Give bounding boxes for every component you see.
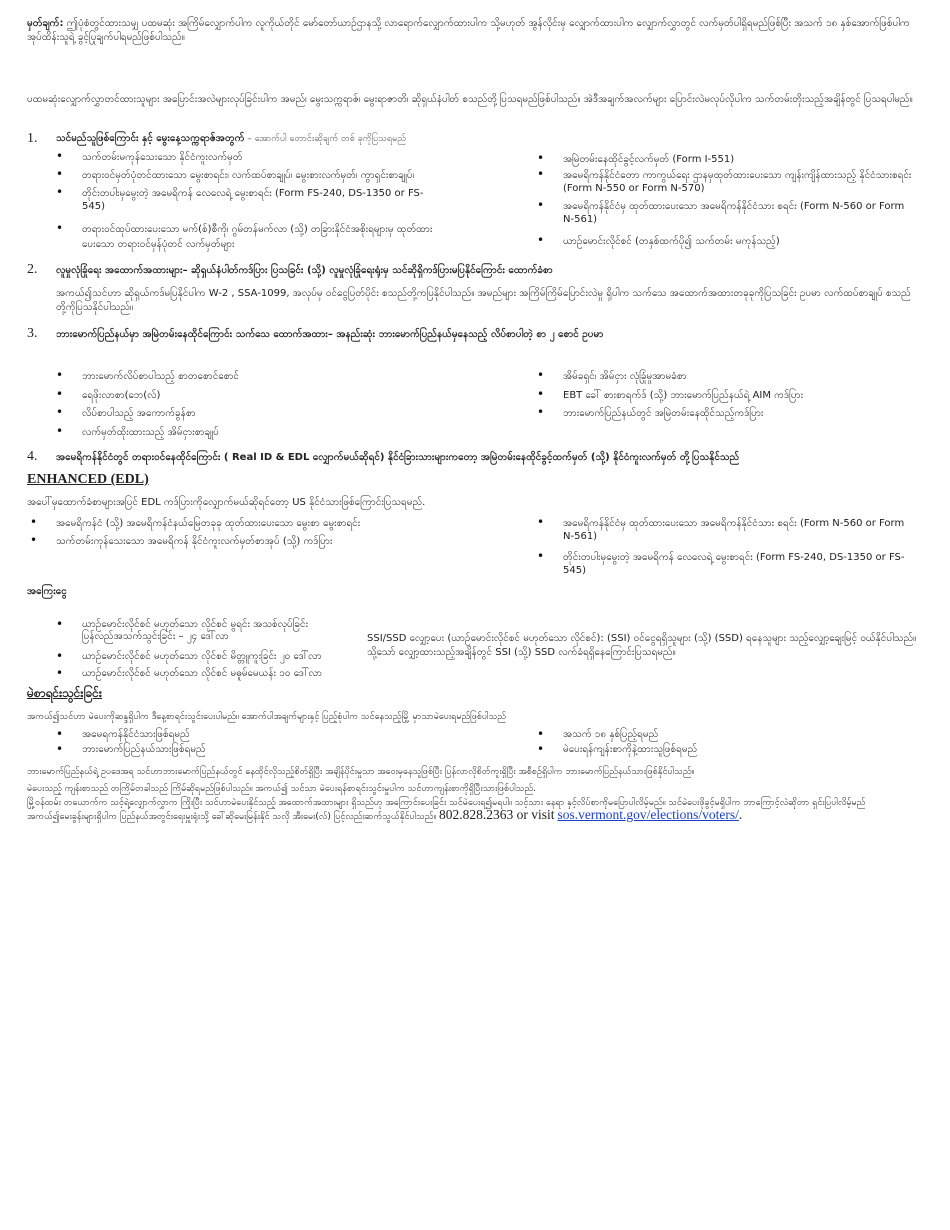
edl-heading: ENHANCED (EDL) bbox=[27, 472, 149, 487]
list-item: • အမေရိကန်ငံ (သို့) အမေရိကန်ငံနယ်မြေတခုခု ထုတ်ထားပေးသော မွေးစာ မွေးစာရင်း bbox=[56, 516, 456, 531]
list-item: • ဘားမောက်လိပ်စာပါသည့် စာတစောင်စောင် bbox=[82, 369, 442, 384]
section-4-number: 4. bbox=[27, 449, 38, 464]
list-item: • ဘားမောက်ပြည်နယ်တွင် အမြဲတမ်းနေထိုင်သည့်ကဒ်ပြား bbox=[563, 406, 918, 421]
section-1-hint: – အောက်ပါ တောင်းဆိုချက် တစ် ခုကိုပြသရမည် bbox=[244, 134, 406, 144]
section-3-number: 3. bbox=[27, 326, 38, 341]
list-item: • မဲပေးရန်ကျန်းစာကိုနဲ့ထားသူဖြစ်ရမည် bbox=[563, 744, 918, 756]
phone-number: 802.828.2363 or visit bbox=[439, 807, 555, 822]
list-item: • အမေရိကန်နိုင်ငံမှ ထုတ်ထားပေးသော အမေရိကန်နိုင်ငံသား စရင်း (Form N-560 or Form N-561) bbox=[563, 199, 918, 225]
list-item: • သက်တမ်းကုန်သေးသော အမေရိကန် နိုင်ငံကူးလက်မှတ်စာအုပ် (သို့) ကဒ်ပြား bbox=[56, 534, 456, 549]
list-item: • ယာဉ်မောင်းလိုင်စင် မဟုတ်သော လိုင်စင် မဓူမ်မေယန်း ၁၀ ဒေါ်လာ bbox=[82, 668, 327, 680]
voter-paragraph-2: မဲပေးသည့် ကျန်းစာသည် တကြိမ်တခါသည် ကြိမ်ဆိုရမည်ဖြစ်ပါသည်။ အကယ်၍ သင်သာ မဲပေးရန်စာရင်းသွင်းမှုပါက သင်ဟာကျန်းစာကိုရှိပြီးသားဖြစ်ပါသည်. bbox=[27, 784, 537, 794]
voter-info-link[interactable]: sos.vermont.gov/elections/voters/ bbox=[557, 807, 739, 822]
list-item: • ဘားမောက်ပြည်နယ်သားဖြစ်ရမည် bbox=[82, 744, 442, 756]
list-item: • တရားဝင်ထုပ်ထားပေးသော မက်(စ်)စီကို၊ ဂွမ်တန်မက်လာ (သို့) တခြားနိုင်ငံအစိုးရများမှ ထုတ်ထားပေးသော တရားဝင်မှန်ပုံတင် လက်မှတ်များ bbox=[82, 222, 442, 252]
note-label: မှတ်ချက်: bbox=[27, 18, 64, 29]
list-item: • အမေရိကန်နိုင်ငံတော ကာကွယ်ရေး ဌာနမှထုတ်ထားပေးသော ကျန်းကျိန်ထားသည့် နိုင်ငံသားစရင်း (Form N-550 or Form N-570) bbox=[563, 168, 918, 194]
list-item: • လက်မှတ်ထိုးထားသည့် အိမ်ငှားစာချုပ် bbox=[82, 425, 442, 440]
list-item: • တိုင်းတပါးမှမွေးတဲ့ အမေရိကန် လေလေရဲ့ မွေးစာရင်း (Form FS-240, DS-1350 or FS-545) bbox=[563, 550, 918, 576]
voter-intro: အကယ်၍သင်ဟာ မဲပေးကိုဆန္ဒရှိပါက ဒီနေ့စာရင်းသွင်းပေးပါမည်။ အောက်ပါအချက်များနှင့် ပြည့်စုံပါက သင်နေသည့်မြို့ မှာသာမဲပေးရမည်ဖြစ်ပါသည် bbox=[27, 712, 506, 722]
list-item: • လိပ်စာပါသည့် အကောက်ခွန်စာ bbox=[82, 406, 442, 421]
list-item: • သက်တမ်းမကုန်သေးသော နိုင်ငံကူးလက်မှတ် bbox=[82, 150, 442, 165]
section-4-title: အမေရိကန်နိုင်ငံတွင် တရားဝင်နေထိုင်ကြောင်း ( Real ID & EDL လျှောက်မယ်ဆိုရင်) နိုင်ငံခြားသားများကတော့ အမြဲတမ်းနေထိုင်ခွင့်ထက်မှတ် (သို့) နိုင်ငံကူးလက်မှတ် တို့ပြသနိုင်သည် bbox=[56, 452, 740, 463]
list-item: • ယာဉ်မောင်းလိုင်စင် မဟုတ်သော လိုင်စင် မွရင်း အသစ်လုပ်ခြင်း ပြန်လည်အသက်သွင်းခြင်း – ၂၄ ဒေါ်လာ bbox=[82, 619, 327, 643]
list-item: • အမြဲတမ်းနေထိုင်ခွင့်လက်မှတ် (Form I-551) bbox=[563, 152, 918, 167]
section-2-body: အကယ်၍သင်ဟာ ဆိုရှယ်ကဒ်မပြနိုင်ပါက W-2 , SSA-1099, အလုပ်မှ ဝင်ငွေပြတ်ပိုင်း စသည်တို့ကပြနိုင်ပါသည်။ အမည်များ အကြိမ်ကြိမ်ပြောင်းလဲမှု ရှိပါက သက်သေ အထောက်အထားတခုခုကိုပြသခြင်း ဥပမာ လက်ထပ်စာချုပ် စသည်တို့ကိုပြသနိုင်ပါသည်။ bbox=[56, 288, 911, 313]
voter-contact: အကယ်၍မေးခွန်းများရှိပါက ပြည်နယ်အတွင်းရေးမှူးရုံးသို့ ခေါ်ဆိုမေးမြန်းနိုင် သလို အီးမေး(လ်) ပြင့်လည်းဆက်သွယ်နိုင်ပါသည်။ 802.828.2363 or visit sos.vermont.gov/elections/voters/. bbox=[27, 807, 743, 822]
voter-paragraph-3: မြို့ဝန်ထမ်း တယောက်က သင့်ရဲ့လျှောက်လွှာက ကြိုးပြီး သင်ဟာမဲပေးနိုင်သည့် အထောက်အထားများ ရှိသည်ဟု အကြောင်းပေးခြင်း သင်မဲပေးရ၍မရပါ။ သင့်သား နေရာ နှင့်လိပ်စာကိုမပြောပါလိမ့်မည်။ သင်မဲပေးဖိုခွင့်မရှိပါက ဘာကြောင့်လဲဆိုတာ ရှင်းပြပါလိမ့်မည် bbox=[27, 798, 866, 808]
list-item: • ယာဉ်မောင်းလိုင်စင် မဟုတ်သော လိုင်စင် မိတ္တူကူးခြင်း ၂၀ ဒေါ်လာ bbox=[82, 651, 327, 663]
note-paragraph bbox=[27, 17, 922, 45]
list-item: • တိုင်းတပါးမှမွေးတဲ့ အမေရိကန် လေလေရဲ့ မွေးစာရင်း (Form FS-240, DS-1350 or FS-545) bbox=[82, 186, 442, 212]
list-item: • တရားဝင်မှတ်ပုံတင်ထားသော မွေးစာရင်း၊ လက်ထပ်စာချုပ်၊ မွေးစားလက်မှတ်၊ ကွာရှင်းစာချုပ်၊ bbox=[82, 168, 442, 183]
section-1-title: သင်မည်သူဖြစ်ကြောင်း နှင့် မွေးနေ့သက္ကရာဇ်အတွက် bbox=[56, 133, 245, 144]
edl-intro: အပေါ်မှထောက်ခံစာများအပြင် EDL ကဒ်ပြားကိုလျှောက်မယ်ဆိုရင်တော့ US နိုင်ငံသားဖြစ်ကြောင်းပြသရမည်. bbox=[27, 497, 426, 508]
section-2-number: 2. bbox=[27, 262, 38, 277]
section-1-heading bbox=[56, 132, 916, 146]
list-item: • အသက် ၁၈ နှစ်ပြည့်ရမည် bbox=[563, 729, 918, 741]
ssi-discount-paragraph: SSI/SSD လျှော့ပေး (ယာဉ်မောင်းလိုင်စင် မဟုတ်သော လိုင်စင်): (SSI) ဝင်ငွေရရှိသူများ (သို့) (SSD) ရနေသူများ သည့်လျှော့ချေးမြင့် ဝယ်နိုင်ပါသည်။ သို့သော် လျှော့ထားသည့်အချိန်တွင် SSI (သို့) SSD လက်ခံရရှိနေကြောင်းပြသရမည်။ bbox=[367, 633, 917, 658]
list-item: • EBT ခေါ် စားစာရက်ဒ် (သို့) ဘားမောက်ပြည်နယ်ရဲ့ AIM ကဒ်ပြား bbox=[563, 388, 918, 403]
voter-paragraph-1: ဘားမောက်ပြည်နယ်ရဲ့ ဥပဒေအရ သင်ဟာဘားမောက်ပြည်နယ်တွင် နေထိုင်လိုသည့်စိတ်ရှိပြီး အချိန်ပိုင်းမှုသာ အဝေးမှနေသူဖြစ်ပြီး ပြန်လာလိုစိတ်ကူးရှိပြီး အစီစဉ်ရှိပါက ဘားမောက်ပြည်နယ်သားဖြစ်နိုင်ပါသည်။ bbox=[27, 767, 695, 777]
list-item: • ရေဖိုးလာစာ(ဘေ(လ်) bbox=[82, 388, 442, 403]
section-1-number: 1. bbox=[27, 131, 38, 146]
intro-paragraph: ပထမဆုံးလျှောက်လွှာတင်ထားသူများ အပြောင်းအလဲများလုပ်ခြင်းပါက အမည်၊ မွေးသက္ကရာဇ်၊ မွေးရာဇာတိ၊ ဆိုရှယ်နံပါတ် စသည်တို့ပြသရမည်ဖြစ်ပါသည်။ အဲဒီအချက်အလက်များ ပြောင်းလဲမလုပ်လိုပါက သက်တမ်းတိုးသည့်အချိန်တွင် ပြသရပါမည်။ bbox=[27, 94, 913, 105]
list-item: • ယာဉ်မောင်းလိုင်စင် (တနှစ်ထက်ပို၍ သက်တမ်း မကုန်သည့်) bbox=[563, 234, 918, 249]
list-item: • အိမ်ခရှင်၊ အိမ်ငှား လုံခြုံမှုအာမခံစာ bbox=[563, 369, 918, 384]
list-item: • အမေရကန်နိုင်ငံသားဖြစ်ရမည် bbox=[82, 729, 442, 741]
section-2-title: လူမှုလုံခြုံရေး အထောက်အထားများ– ဆိုရှယ်နံပါတ်ကဒ်ပြား ပြသခြင်း (သို့) လူမှုလုံခြုံရေးရုံးမှ သင်ဆိုရှိကဒ်ပြားမပြနိုင်ကြောင်း ထောက်ခံစာ bbox=[56, 265, 553, 276]
list-item: • အမေရိကန်နိုင်ငံမှ ထုတ်ထားပေးသော အမေရိကန်နိုင်ငံသား စရင်း (Form N-560 or Form N-561) bbox=[563, 516, 918, 542]
voter-paragraph-4: အကယ်၍မေးခွန်းများရှိပါက ပြည်နယ်အတွင်းရေးမှူးရုံးသို့ ခေါ်ဆိုမေးမြန်းနိုင် သလို အီးမေး(လ်) ပြင့်လည်းဆက်သွယ်နိုင်ပါသည်။ bbox=[27, 812, 437, 822]
note-text: ဤပုံစံတွင်ထားသမျှ ပထမဆုံး အကြိမ်လျှောက်ပါက လူကိုယ်တိုင် မော်တော်ယာဉ်ဌာနသို့ လာရောက်လျှောက်ထားပါက သို့မဟုတ် အွန်လိုင်းမှ လျှောက်ထားပါက လျှောက်လွှာတွင် လက်မှတ်ပါရှိရမည်ဖြစ်ပြီး အသက် ၁၈ နှစ်အောက်ဖြစ်ပါက အုပ်ထိန်းသူရဲ့ ခွင့်ပြုချက်ပါရမည်ဖြစ်ပါသည်။ bbox=[27, 18, 910, 43]
voter-heading: မဲစာရင်းသွင်းခြင်း bbox=[27, 686, 102, 700]
fees-heading: အကြေးငွေ bbox=[27, 586, 67, 597]
section-3-title: ဘားမောက်ပြည်နယ်မှာ အမြဲတမ်းနေထိုင်ကြောင်း သက်သေ ထောက်အထား– အနည်းဆုံး ဘားမောက်ပြည်နယ်မှနေသည့် လိပ်စာပါတဲ့ စာ ၂ စောင် ဥပမာ bbox=[56, 329, 604, 340]
